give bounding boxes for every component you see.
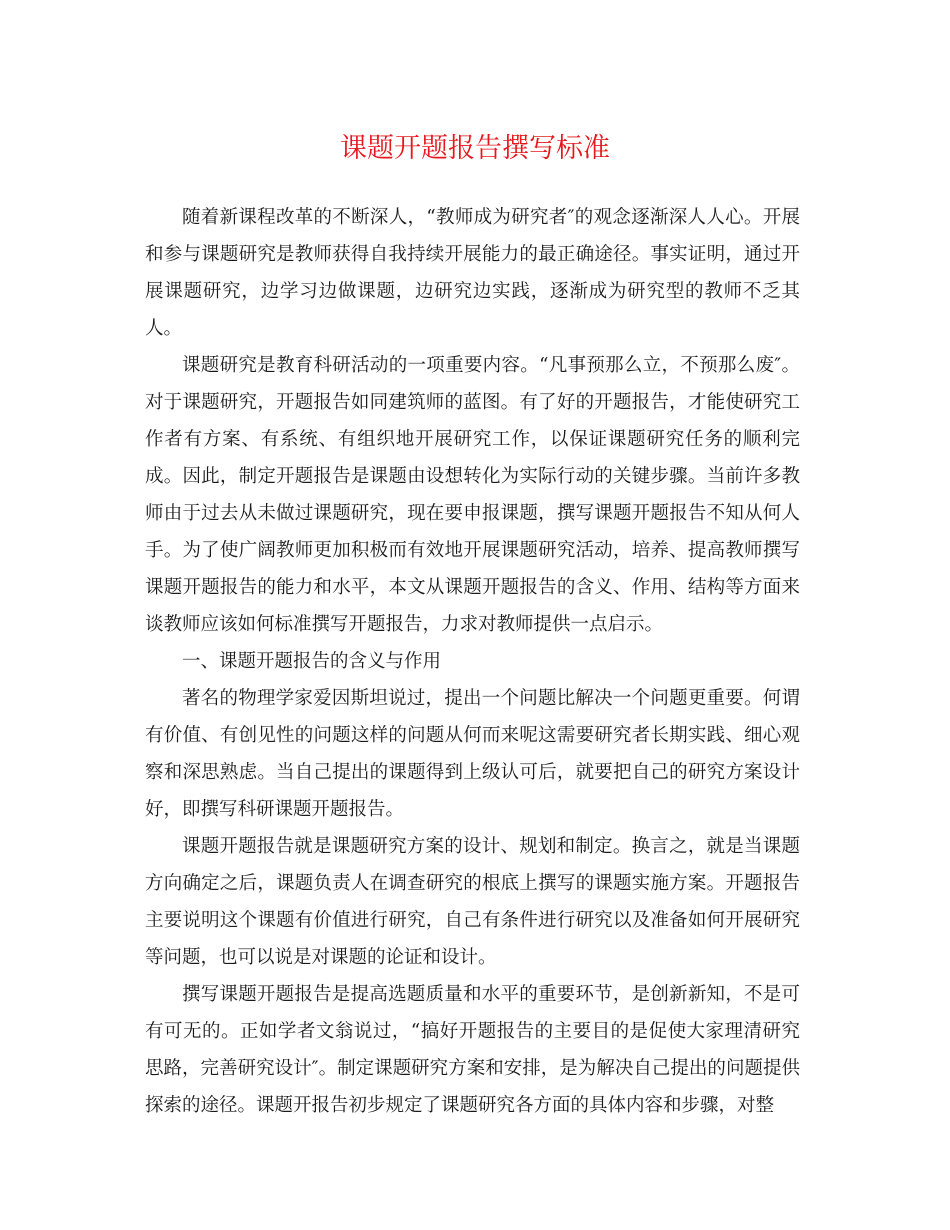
section-heading-1: 一、课题开题报告的含义与作用 [182,651,442,672]
paragraph-significance: 撰写课题开题报告是提高选题质量和水平的重要环节，是创新新知，不是可有可无的。正如学者文翁说过，“搞好开题报告的主要目的是促使大家理清研究思路，完善研究设计″。制定课题研究方案和安排，是为解决自己提出的问题提供探索的途径。课题开报告初步规定了课题研究各方面的具体内容和步骤，对整 [145,984,800,1116]
document-title: 课题开题报告撰写标准 [340,133,610,164]
paragraph-definition: 课题开题报告就是课题研究方案的设计、规划和制定。换言之，就是当课题方向确定之后，课题负责人在调查研究的根底上撰写的课题实施方案。开题报告主要说明这个课题有价值进行研究，自己有条件进行研究以及准备如何开展研究等问题，也可以说是对课题的论证和设计。 [145,836,800,968]
document-body [145,199,800,1124]
paragraph-einstein: 著名的物理学家爱因斯坦说过，提出一个问题比解决一个问题更重要。何谓有价值、有创见性的问题这样的问题从何而来呢这需要研究者长期实践、细心观察和深思熟虑。当自己提出的课题得到上级认可后，就要把自己的研究方案设计好，即撰写科研课题开题报告。 [145,688,800,820]
paragraph-importance: 课题研究是教育科研活动的一项重要内容。“凡事预那么立，不预那么废″。对于课题研究，开题报告如同建筑师的蓝图。有了好的开题报告，才能使研究工作者有方案、有系统、有组织地开展研究工作，以保证课题研究任务的顺利完成。因此，制定开题报告是课题由设想转化为实际行动的关键步骤。当前许多教师由于过去从未做过课题研究，现在要申报课题，撰写课题开题报告不知从何人手。为了使广阔教师更加积极而有效地开展课题研究活动，培养、提高教师撰写课题开题报告的能力和水平，本文从课题开题报告的含义、作用、结构等方面来谈教师应该如何标准撰写开题报告，力求对教师提供一点启示。 [145,355,800,635]
paragraph-intro: 随着新课程改革的不断深人，“教师成为研究者″的观念逐渐深人人心。开展和参与课题研究是教师获得自我持续开展能力的最正确途径。事实证明，通过开展课题研究，边学习边做课题，边研究边实践，逐渐成为研究型的教师不乏其人。 [145,207,800,339]
